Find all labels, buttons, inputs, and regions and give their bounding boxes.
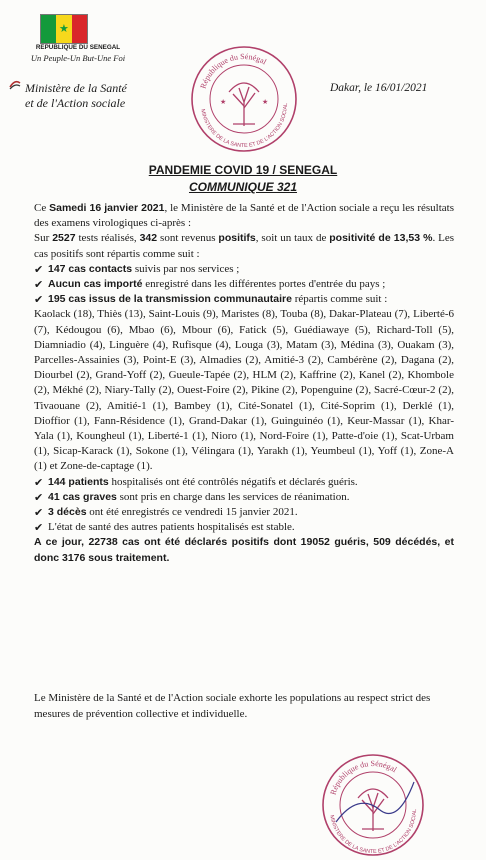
city-list-text: Kaolack (18), Thiès (13), Saint-Louis (9), Maristes (8), Touba (8), Dakar-Plateau (7), Liberté-6 (7), Kédougou (6), Mbao (6), Mbour (6), Fatick (5), Guédiawaye (5), Richard-Toll (5), Diamniadio (4), Linguère (4), Rufisque (4), Louga (3), Matam (3), Médina (3), Ouakam (3), Parcelles-Assainies (3), Point-E (3), Almadies (2), Amitié-3 (2), Cambérène (2), Dagana (2), Diourbel (2), Grand-Yoff (2), Gueule-Tapée (2), HLM (2), Kaffrine (2), Kanel (2), Khombole (2), Mékhé (2), Niary-Tally (2), Ouest-Foire (2), Pikine (2), Popenguine (2), Sacré-Cœur-2 (2), Tivaouane (2), Amitié-1 (1), Bambey (1), Cité-Sonatel (1), Cité-Soprim (1), Derklé (1), Dioffior (1), Fann-Résidence (1), Grand-Dakar (1), Guinguinéo (1), Keur-Massar (1), Khar-Yala (1), Koungheul (1), Liberté-1 (1), Nioro (1), Nord-Foire (1), Patte-d'oie (1), Scat-Urbam (1), Sicap-Karack (1), Sokone (1), Vélingara (1), Yarakh (1), Yeumbeul (1), Yoff (1), Zone-A (1) et Zone-de-captage (1).: [34, 308, 454, 473]
check-icon: ✔: [34, 278, 44, 292]
check-icon: ✔: [34, 506, 44, 520]
item-text: répartis comme suit :: [291, 293, 388, 306]
list-item: [34, 277, 454, 292]
item-text: suivis par nos services ;: [132, 262, 240, 275]
list-item: [34, 490, 454, 505]
list-item: [34, 475, 454, 490]
check-icon: ✔: [34, 293, 44, 307]
severe-count: 41 cas graves: [48, 490, 117, 503]
svg-text:★: ★: [220, 98, 227, 106]
tests-text: Sur: [34, 232, 53, 245]
contacts-count: 147 cas contacts: [48, 262, 133, 275]
check-icon: ✔: [34, 262, 44, 276]
item-text: ont été enregistrés ce vendredi 15 janvier 2021.: [86, 506, 298, 519]
republic-name: REPUBLIQUE DU SENEGAL: [35, 44, 121, 51]
ministry-logo-icon: [8, 78, 22, 92]
intro-paragraph: [34, 201, 454, 231]
national-motto: Un Peuple-Un But-Une Foi: [30, 53, 126, 63]
intro-text: Ce: [34, 202, 50, 214]
stable-text: L'état de santé des autres patients hospitalisés est stable.: [48, 521, 295, 534]
recovered-count: 144 patients: [48, 475, 109, 488]
list-item: [34, 505, 454, 520]
positifs-word: positifs: [218, 232, 256, 245]
tests-text: tests réalisés,: [75, 232, 140, 245]
positives-count: 342: [139, 232, 158, 245]
cases-breakdown-list: [34, 262, 454, 536]
check-icon: ✔: [34, 521, 44, 535]
tests-text: . Les cas positifs sont répartis comme suit :: [34, 232, 455, 260]
list-item: [34, 262, 454, 277]
star-icon: ★: [59, 22, 69, 35]
document-title: PANDEMIE COVID 19 / SENEGAL: [148, 163, 338, 177]
svg-text:République du Sénégal: République du Sénégal: [328, 758, 399, 796]
official-stamp-icon: [189, 44, 299, 154]
svg-text:★: ★: [262, 98, 269, 106]
check-icon: ✔: [34, 490, 44, 504]
item-text: hospitalisés ont été contrôlés négatifs et déclarés guéris.: [108, 475, 358, 488]
positivity-rate: positivité de 13,53 %: [329, 232, 433, 245]
report-date: Samedi 16 janvier 2021: [49, 202, 165, 214]
official-stamp-icon: [318, 752, 428, 858]
date-line: Dakar, le 16/01/2021: [330, 82, 428, 94]
svg-text:République du Sénégal: République du Sénégal: [198, 51, 269, 90]
ministry-line-2: et de l'Action sociale: [25, 96, 126, 110]
imported-count: Aucun cas importé: [48, 278, 143, 291]
item-text: sont pris en charge dans les services de réanimation.: [116, 490, 350, 503]
intro-text: , le Ministère de la Santé et de l'Action sociale a reçu les résultats des examens virologiques ci-après :: [34, 202, 454, 230]
communique-body: [34, 201, 454, 566]
item-text: enregistré dans les différentes portes d'entrée du pays ;: [142, 278, 386, 291]
cumulative-totals: A ce jour, 22738 cas ont été déclarés positifs dont 19052 guéris, 509 décédés, et donc 3176 sous traitement.: [34, 536, 454, 564]
list-item: [34, 292, 454, 307]
tests-text: sont revenus: [157, 232, 219, 245]
tests-text: , soit un taux de: [255, 232, 330, 245]
tests-count: 2527: [52, 232, 76, 245]
communique-number: COMMUNIQUE 321: [188, 180, 298, 194]
list-item: [34, 520, 454, 535]
closing-paragraph: Le Ministère de la Santé et de l'Action sociale exhorte les populations au respect strict des mesures de prévention collective et individuelle.: [34, 692, 431, 720]
ministry-line-1: Ministère de la Santé: [25, 81, 127, 95]
senegal-flag-icon: [40, 14, 88, 44]
deaths-count: 3 décès: [48, 506, 87, 519]
city-breakdown: [34, 307, 454, 474]
check-icon: ✔: [34, 475, 44, 489]
svg-text:MINISTERE DE LA SANTE ET DE L': MINISTERE DE LA SANTE ET DE L'ACTION SOCIAL: [199, 102, 290, 150]
ministry-title: [25, 81, 127, 111]
community-count: 195 cas issus de la transmission communautaire: [48, 293, 292, 306]
tests-paragraph: [34, 231, 454, 261]
svg-text:MINISTERE DE LA SANTE ET DE L': MINISTERE DE LA SANTE ET DE L'ACTION SOCIAL: [328, 808, 419, 856]
